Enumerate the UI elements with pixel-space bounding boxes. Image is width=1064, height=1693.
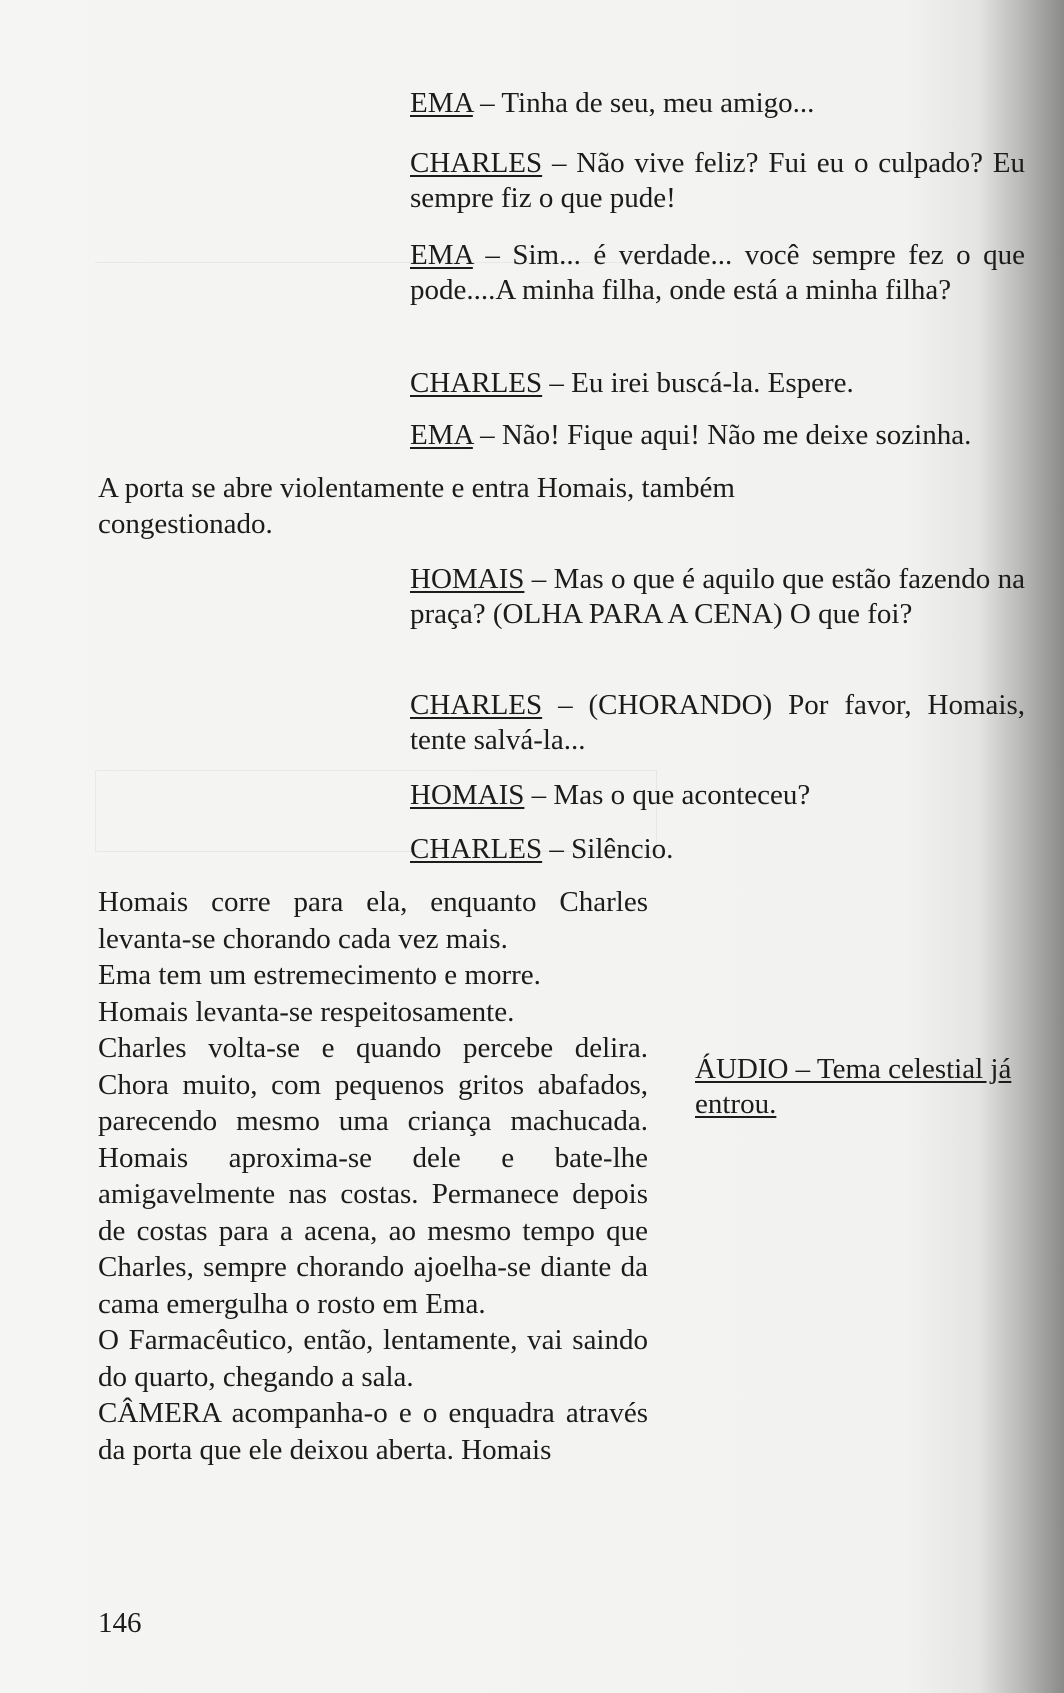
dialogue-homais-1 <box>410 562 1025 632</box>
dialogue-charles-4 <box>410 832 1025 867</box>
dialogue-ema-3 <box>410 418 1025 453</box>
speaker-name: CHARLES <box>410 367 543 399</box>
dialogue-line: – Eu irei buscá-la. Espere. <box>542 367 854 399</box>
speaker-name: CHARLES <box>410 147 543 179</box>
dialogue-line: – Não vive feliz? Fui eu o culpado? Eu sempre fiz o que pude! <box>410 147 1025 214</box>
dialogue-line: – Sim... é verdade... você sempre fez o que pode....A minha filha, onde está a minha filha? <box>410 239 1025 306</box>
speaker-name: CHARLES <box>410 689 543 721</box>
dialogue-ema-2 <box>410 238 1025 308</box>
dialogue-line: – Silêncio. <box>542 833 674 865</box>
dialogue-line: – Não! Fique aqui! Não me deixe sozinha. <box>472 419 972 451</box>
speaker-name: HOMAIS <box>410 779 525 811</box>
dialogue-ema-1 <box>410 86 1025 121</box>
dialogue-homais-2 <box>410 778 1025 813</box>
narration-paragraph: Charles volta-se e quando percebe delira. Chora muito, com pequenos gritos abafados, parecendo mesmo uma criança machucada. Homais aproxima-se dele e bate-lhe amigavelmente nas costas. Permanece depois de costas para a acena, ao mesmo tempo que Charles, sempre chorando ajoelha-se diante da cama emergulha o rosto em Ema. <box>98 1032 648 1320</box>
dialogue-line: – Tinha de seu, meu amigo... <box>472 87 815 119</box>
narration-paragraph: CÂMERA acompanha-o e o enquadra através da porta que ele deixou aberta. Homais <box>98 1397 648 1466</box>
speaker-name: HOMAIS <box>410 563 525 595</box>
speaker-name: EMA <box>410 419 473 451</box>
page-number: 146 <box>98 1607 142 1639</box>
bleed-through-text <box>90 98 97 128</box>
narration-paragraph: Homais levanta-se respeitosamente. <box>98 995 515 1028</box>
dialogue-line: – Mas o que é aquilo que estão fazendo na praça? (OLHA PARA A CENA) O que foi? <box>410 563 1025 630</box>
speaker-name: EMA <box>410 239 473 271</box>
dialogue-charles-3 <box>410 688 1025 758</box>
speaker-name: CHARLES <box>410 833 543 865</box>
speaker-name: EMA <box>410 87 473 119</box>
narration-paragraph: Homais corre para ela, enquanto Charles levanta-se chorando cada vez mais. <box>98 886 648 955</box>
narration-paragraph: Ema tem um estremecimento e morre. <box>98 959 541 991</box>
dialogue-line: – Mas o que aconteceu? <box>524 779 811 811</box>
stage-direction-door: A porta se abre violentamente e entra Homais, também congestionado. <box>98 472 735 540</box>
dialogue-charles-2 <box>410 366 1025 401</box>
dialogue-line: – (CHORANDO) Por favor, Homais, tente salvá-la... <box>410 689 1025 756</box>
narration-paragraph: O Farmacêutico, então, lentamente, vai saindo do quarto, chegando a sala. <box>98 1324 648 1393</box>
audio-cue: ÁUDIO – Tema celestial já entrou. <box>695 1053 1012 1120</box>
dialogue-charles-1 <box>410 146 1025 216</box>
stage-directions-main <box>98 884 648 1468</box>
